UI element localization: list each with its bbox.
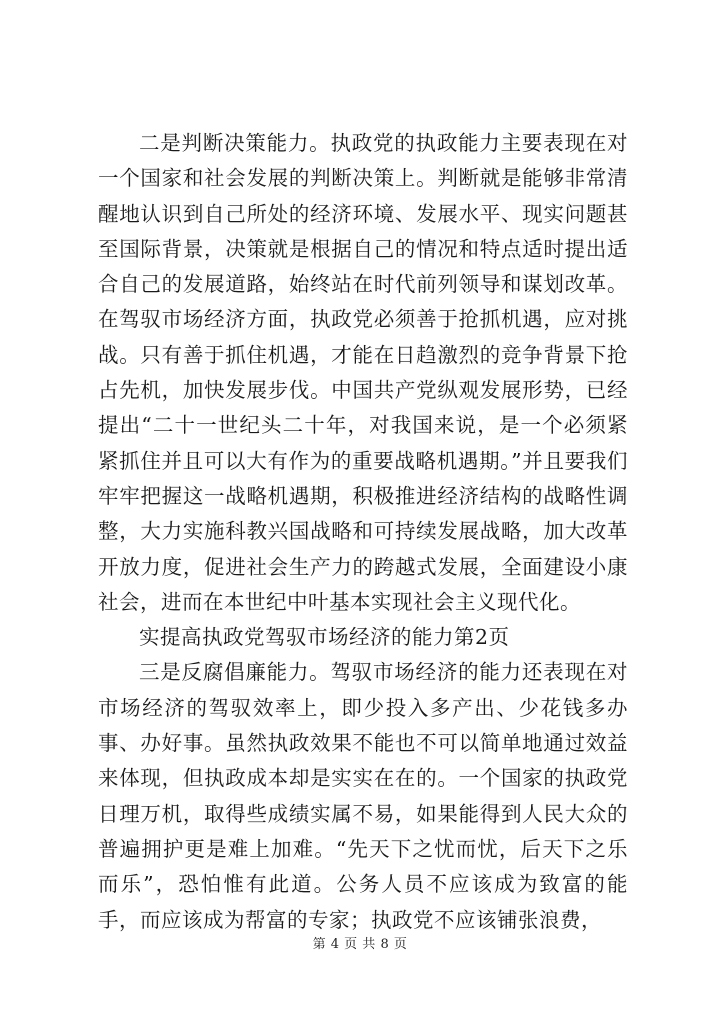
paragraph-anti-corruption: 三是反腐倡廉能力。驾驭市场经济的能力还表现在对市场经济的驾驭效率上，即少投入多产出、少花钱多办事、办好事。虽然执政效果不能也不可以简单地通过效益来体现，但执政成本却是实实在在的。一个国家的执政党日理万机，取得些成绩实属不易，如果能得到人民大众的普遍拥护更是难上加难。“先天下之忧而忧，后天下之乐而乐”，恐怕惟有此道。公务人员不应该成为致富的能手，而应该成为帮富的专家；执政党不应该铺张浪费， <box>98 660 628 932</box>
section-heading: 实提高执政党驾驭市场经济的能力第2页 <box>139 625 510 650</box>
paragraph-judgment-decision: 二是判断决策能力。执政党的执政能力主要表现在对一个国家和社会发展的判断决策上。判断就是能够非常清醒地认识到自己所处的经济环境、发展水平、现实问题甚至国际背景，决策就是根据自己的情况和特点适时提出适合自己的发展道路，始终站在时代前列领导和谋划改革。在驾驭市场经济方面，执政党必须善于抢抓机遇，应对挑战。只有善于抓住机遇，才能在日趋激烈的竞争背景下抢占先机，加快发展步伐。中国共产党纵观发展形势，已经提出“二十一世纪头二十年，对我国来说，是一个必须紧紧抓住并且可以大有作为的重要战略机遇期。”并且要我们牢牢把握这一战略机遇期，积极推进经济结构的战略性调整，大力实施科教兴国战略和可持续发展战略，加大改革开放力度，促进社会生产力的跨越式发展，全面建设小康社会，进而在本世纪中叶基本实现社会主义现代化。 <box>98 131 628 614</box>
document-body <box>98 126 628 938</box>
page-footer: 第 4 页 共 8 页 <box>312 937 408 952</box>
